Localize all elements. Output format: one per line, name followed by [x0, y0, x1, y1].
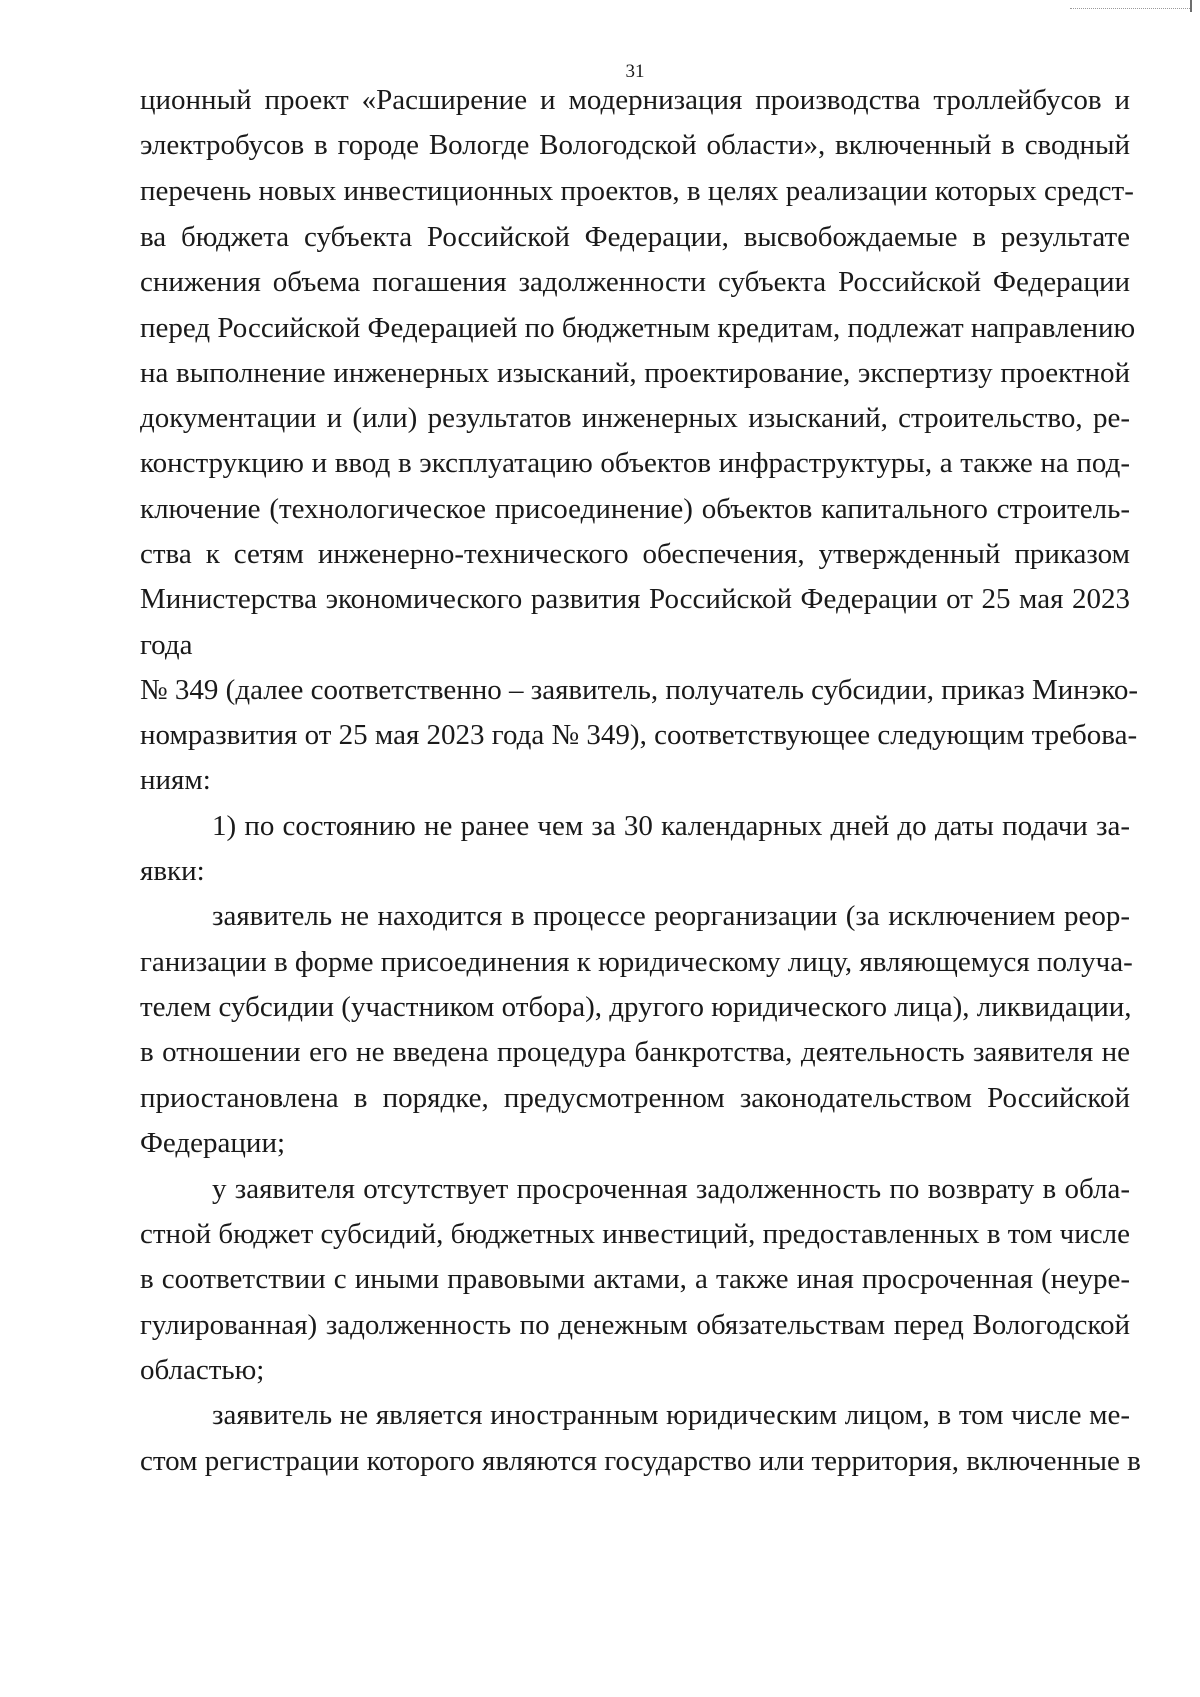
text-line: в отношении его не введена процедура банкротства, деятельность заявителя не: [140, 1036, 1130, 1068]
text-line: Министерства экономического развития Российской Федерации от 25 мая 2023: [140, 583, 1130, 615]
text-line: конструкцию и ввод в эксплуатацию объектов инфраструктуры, а также на под-: [140, 447, 1130, 479]
text-line: телем субсидии (участником отбора), другого юридического лица), ликвидации,: [140, 991, 1132, 1023]
text-line: года: [140, 629, 193, 661]
text-line: приостановлена в порядке, предусмотренном законодательством Российской: [140, 1082, 1130, 1114]
text-line: в соответствии с иными правовыми актами, а также иная просроченная (неуре-: [140, 1263, 1130, 1295]
text-line: стной бюджет субсидий, бюджетных инвестиций, предоставленных в том числе: [140, 1218, 1130, 1250]
text-line: ниям:: [140, 764, 211, 796]
text-line: ганизации в форме присоединения к юридическому лицу, являющемуся получа-: [140, 946, 1133, 978]
text-line: заявитель не является иностранным юридическим лицом, в том числе ме-: [212, 1399, 1130, 1431]
text-line: стом регистрации которого являются государство или территория, включенные в: [140, 1445, 1141, 1477]
text-line: ства к сетям инженерно-технического обеспечения, утвержденный приказом: [140, 538, 1130, 570]
text-line: снижения объема погашения задолженности субъекта Российской Федерации: [140, 266, 1130, 298]
text-line: гулированная) задолженность по денежным обязательствам перед Вологодской: [140, 1309, 1130, 1341]
text-line: электробусов в городе Вологде Вологодской области», включенный в сводный: [140, 129, 1130, 161]
text-line: явки:: [140, 855, 205, 887]
text-line: № 349 (далее соответственно – заявитель, получатель субсидии, приказ Минэко-: [140, 674, 1139, 706]
text-line: ключение (технологическое присоединение) объектов капитального строитель-: [140, 493, 1130, 525]
text-line: ционный проект «Расширение и модернизация производства троллейбусов и: [140, 84, 1130, 116]
page-number: 31: [625, 61, 645, 82]
text-line: областью;: [140, 1354, 265, 1386]
text-line: 1) по состоянию не ранее чем за 30 календарных дней до даты подачи за-: [212, 810, 1130, 842]
text-line: документации и (или) результатов инженерных изысканий, строительство, ре-: [140, 402, 1130, 434]
text-line: ва бюджета субъекта Российской Федерации, высвобождаемые в результате: [140, 221, 1130, 253]
text-line: Федерации;: [140, 1127, 286, 1159]
text-line: перед Российской Федерацией по бюджетным кредитам, подлежат направлению: [140, 312, 1136, 344]
right-edge-mark: [1190, 0, 1192, 12]
corner-scan-mark: [1070, 0, 1190, 9]
text-line: у заявителя отсутствует просроченная задолженность по возврату в обла-: [212, 1173, 1130, 1205]
text-line: перечень новых инвестиционных проектов, в целях реализации которых средст-: [140, 175, 1134, 207]
text-line: заявитель не находится в процессе реорганизации (за исключением реор-: [212, 900, 1130, 932]
text-line: номразвития от 25 мая 2023 года № 349), соответствующее следующим требова-: [140, 719, 1138, 751]
text-line: на выполнение инженерных изысканий, проектирование, экспертизу проектной: [140, 357, 1130, 389]
